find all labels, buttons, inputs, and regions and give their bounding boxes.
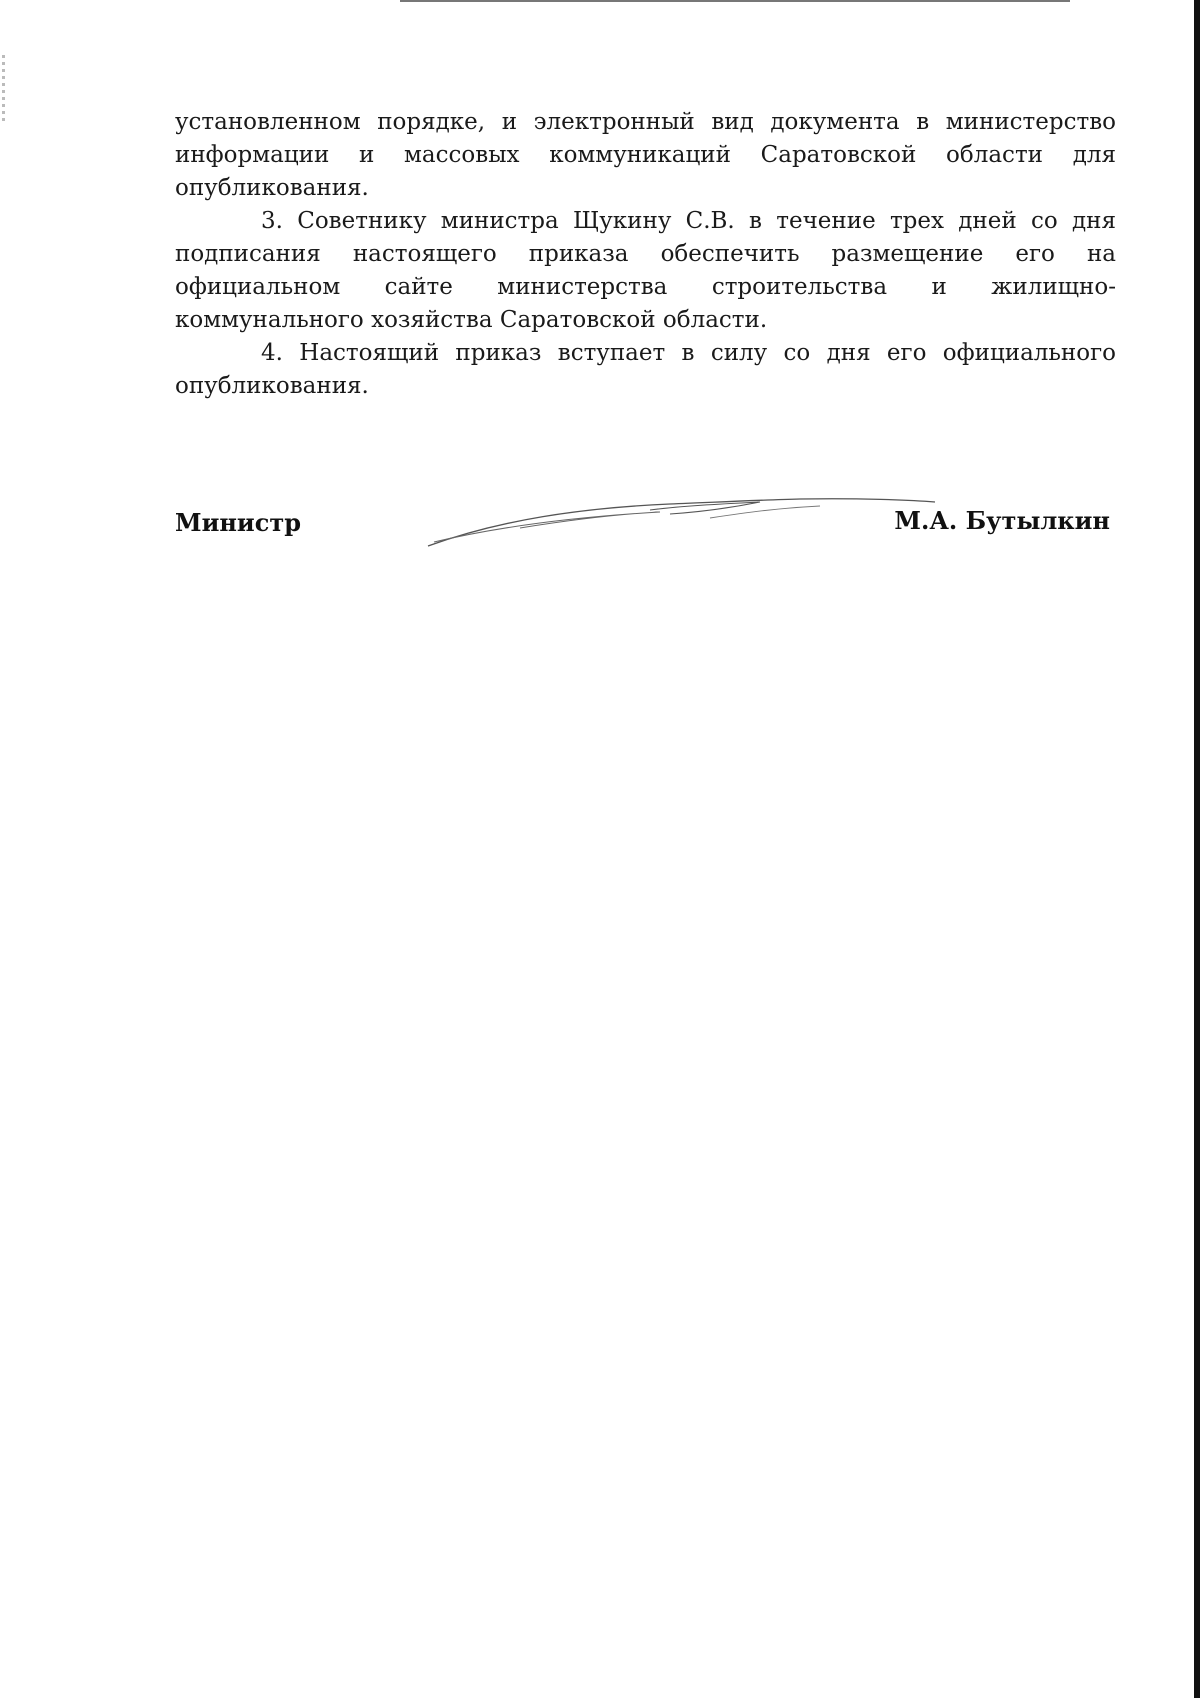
signatory-name: М.А. Бутылкин <box>894 506 1110 535</box>
paragraph-item-4: 4. Настоящий приказ вступает в силу со дня его официального опубликования. <box>175 340 1116 399</box>
paragraph-continuation: установленном порядке, и электронный вид документа в министерство информации и массовых коммуникаций Саратовской области для опубликования. <box>175 109 1116 201</box>
scan-top-edge <box>400 0 1070 2</box>
scan-right-edge <box>1194 0 1200 1698</box>
paragraph-item-3: 3. Советнику министра Щукину С.В. в течение трех дней со дня подписания настоящего приказа обеспечить размещение его на официальном сайте министерства строительства и жилищно-коммунального хозяйства Саратовской области. <box>175 208 1116 333</box>
signatory-title: Министр <box>175 508 301 537</box>
document-body <box>175 106 1116 403</box>
scan-left-edge <box>2 55 5 125</box>
handwritten-signature <box>420 490 940 550</box>
